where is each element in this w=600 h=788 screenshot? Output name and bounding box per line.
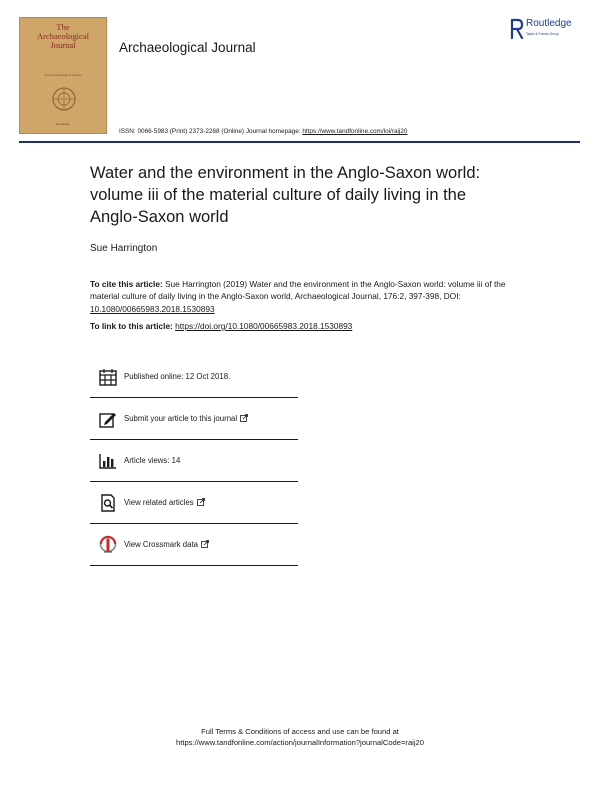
citation-block <box>90 278 520 315</box>
external-link-icon <box>197 498 205 506</box>
views-row <box>90 440 298 482</box>
crossmark-icon <box>98 535 118 555</box>
publisher-logo <box>510 17 590 41</box>
related-row[interactable] <box>90 482 298 524</box>
published-row <box>90 356 298 398</box>
journal-name: Archaeological Journal <box>119 40 256 55</box>
publisher-name: Routledge <box>526 18 572 29</box>
submit-label: Submit your article to this journal <box>124 414 238 423</box>
article-link-line <box>90 321 520 331</box>
footer-terms-link[interactable]: https://www.tandfonline.com/action/journalInformation?journalCode=raij20 <box>176 738 424 747</box>
issn-text: ISSN: 0066-5983 (Print) 2373-2288 (Online) Journal homepage: <box>119 128 303 135</box>
crossmark-row[interactable] <box>90 524 298 566</box>
journal-cover <box>19 17 107 134</box>
cite-doi-link[interactable]: 10.1080/00665983.2018.1530893 <box>90 303 215 314</box>
issn-line <box>119 128 407 135</box>
header-rule <box>19 141 580 143</box>
publisher-tagline: Taylor & Francis Group <box>526 32 559 36</box>
submit-row[interactable] <box>90 398 298 440</box>
crossmark-link[interactable] <box>124 540 209 549</box>
article-doi-link[interactable]: https://doi.org/10.1080/00665983.2018.1530893 <box>175 321 353 331</box>
routledge-logo-icon <box>510 18 524 40</box>
crossmark-label: View Crossmark data <box>124 540 198 549</box>
cite-text: Sue Harrington (2019) Water and the environment in the Anglo-Saxon world: volume iii of the material culture of daily living in the Anglo-Saxon world, Archaeological Journal, 176:2, 397-398, DOI: <box>90 279 506 302</box>
related-articles-icon <box>98 493 118 513</box>
external-link-icon <box>240 414 248 422</box>
footer-terms-text: Full Terms & Conditions of access and use can be found at <box>201 727 399 736</box>
article-author: Sue Harrington <box>90 243 158 254</box>
external-link-icon <box>201 540 209 548</box>
related-label: View related articles <box>124 498 194 507</box>
cover-emblem-icon <box>51 86 77 112</box>
cover-publisher: Routledge <box>56 122 70 126</box>
journal-homepage-link[interactable]: https://www.tandfonline.com/loi/raij20 <box>302 128 408 135</box>
cover-title: The Archaeological Journal <box>37 22 89 50</box>
bar-chart-icon <box>98 451 118 471</box>
link-label: To link to this article: <box>90 321 176 331</box>
submit-article-link[interactable] <box>124 414 248 423</box>
cite-label: To cite this article: <box>90 279 163 289</box>
calendar-icon <box>98 367 118 387</box>
published-date: Published online: 12 Oct 2018. <box>124 372 231 381</box>
terms-footer <box>0 726 600 748</box>
article-views: Article views: 14 <box>124 456 181 465</box>
related-articles-link[interactable] <box>124 498 205 507</box>
cover-subtitle: Royal Archaeological Institute <box>44 73 82 77</box>
article-info-panel <box>90 356 298 566</box>
article-title: Water and the environment in the Anglo-Saxon world: volume iii of the material culture of daily living in the Anglo-Saxon world <box>90 164 481 226</box>
edit-icon <box>98 409 118 429</box>
